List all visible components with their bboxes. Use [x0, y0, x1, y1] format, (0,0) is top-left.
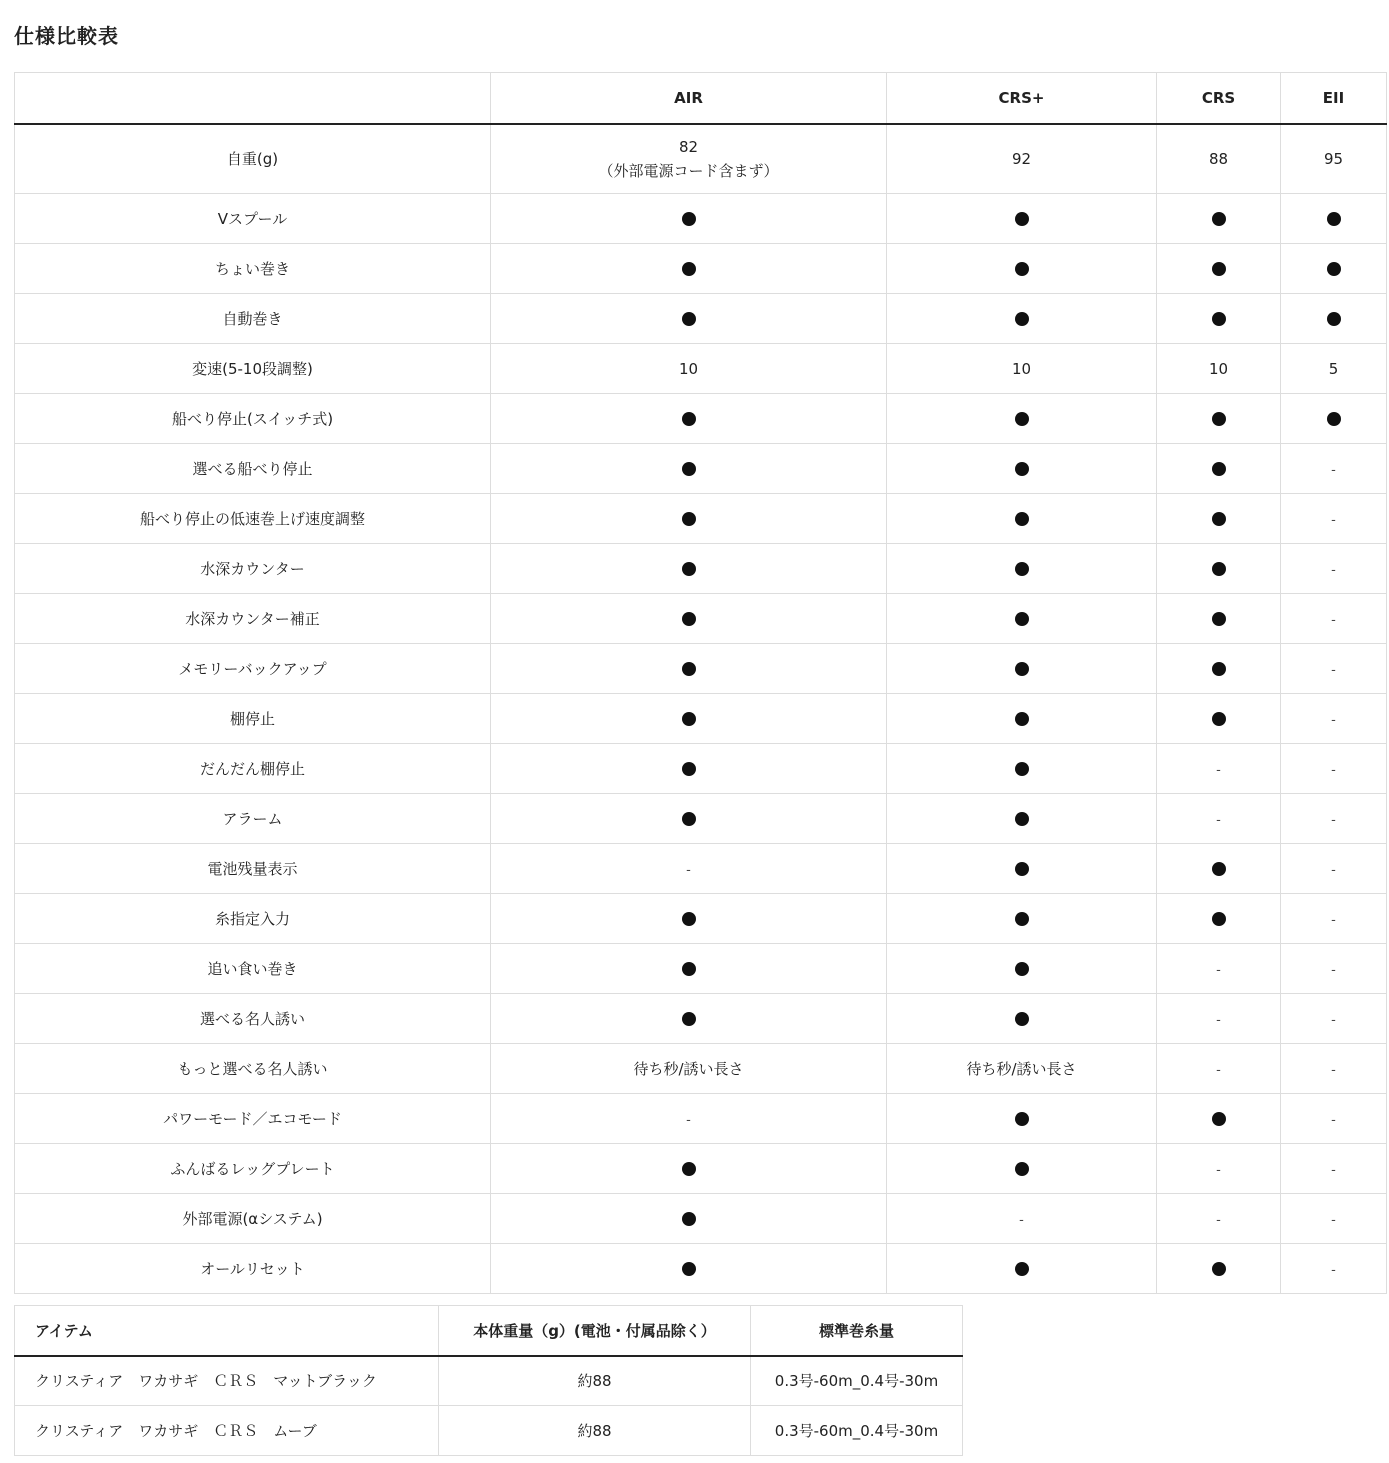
spec-cell — [887, 594, 1157, 644]
spec-cell — [1157, 344, 1281, 394]
spec-cell — [1281, 844, 1387, 894]
spec-cell — [491, 844, 887, 894]
filled-circle-icon — [1212, 312, 1226, 326]
spec-row-label: ちょい巻き — [15, 244, 491, 294]
spec-value: 95 — [1323, 149, 1344, 168]
spec-cell — [887, 994, 1157, 1044]
spec-value: 92 — [1011, 149, 1032, 168]
filled-circle-icon — [1015, 462, 1029, 476]
not-available-dash: - — [1019, 1212, 1024, 1228]
spec-row — [15, 494, 1387, 544]
spec-cell — [1281, 1094, 1387, 1144]
item-line-capacity: 0.3号-60m_0.4号-30m — [751, 1356, 963, 1406]
spec-value: 82 — [678, 137, 699, 156]
spec-row — [15, 1044, 1387, 1094]
spec-row-label: 水深カウンター — [15, 544, 491, 594]
spec-table-header — [15, 73, 1387, 124]
spec-cell — [1281, 594, 1387, 644]
header-cell-crs-plus: CRS+ — [887, 73, 1157, 124]
item-row — [15, 1356, 971, 1406]
not-available-dash: - — [1331, 612, 1336, 628]
spec-cell — [491, 344, 887, 394]
item-header-name: アイテム — [15, 1306, 439, 1356]
spec-cell — [491, 1044, 887, 1094]
spec-cell — [887, 294, 1157, 344]
spec-cell — [887, 1094, 1157, 1144]
filled-circle-icon — [1015, 862, 1029, 876]
spec-row-label: アラーム — [15, 794, 491, 844]
spec-row — [15, 844, 1387, 894]
spec-row — [15, 1094, 1387, 1144]
spec-cell — [491, 894, 887, 944]
item-table-body — [15, 1356, 971, 1456]
spec-cell — [1157, 794, 1281, 844]
filled-circle-icon — [1015, 712, 1029, 726]
filled-circle-icon — [682, 1262, 696, 1276]
spec-row — [15, 194, 1387, 244]
item-weight: 約88 — [439, 1356, 751, 1406]
not-available-dash: - — [1331, 862, 1336, 878]
not-available-dash: - — [1331, 1012, 1336, 1028]
not-available-dash: - — [1331, 1062, 1336, 1078]
not-available-dash: - — [1331, 512, 1336, 528]
not-available-dash: - — [1331, 562, 1336, 578]
spec-cell — [1157, 244, 1281, 294]
spec-row — [15, 444, 1387, 494]
filled-circle-icon — [682, 212, 696, 226]
item-header-stub — [963, 1306, 971, 1356]
spec-cell — [1281, 1044, 1387, 1094]
filled-circle-icon — [1212, 712, 1226, 726]
spec-row — [15, 1244, 1387, 1294]
item-row-stub — [963, 1406, 971, 1456]
spec-cell — [491, 1244, 887, 1294]
spec-value: 10 — [1208, 359, 1229, 378]
filled-circle-icon — [1015, 612, 1029, 626]
spec-cell — [1281, 394, 1387, 444]
spec-cell — [887, 494, 1157, 544]
spec-cell — [1281, 994, 1387, 1044]
spec-cell — [1281, 744, 1387, 794]
filled-circle-icon — [1212, 562, 1226, 576]
spec-cell — [1157, 994, 1281, 1044]
spec-row — [15, 344, 1387, 394]
spec-cell — [491, 694, 887, 744]
header-cell-feature — [15, 73, 491, 124]
spec-cell — [1157, 1244, 1281, 1294]
item-header-weight: 本体重量（g）(電池・付属品除く） — [439, 1306, 751, 1356]
not-available-dash: - — [1216, 1212, 1221, 1228]
spec-row — [15, 124, 1387, 194]
not-available-dash: - — [1331, 1262, 1336, 1278]
spec-row — [15, 644, 1387, 694]
filled-circle-icon — [1015, 762, 1029, 776]
spec-comparison-table — [14, 72, 1387, 1294]
filled-circle-icon — [682, 612, 696, 626]
spec-row-label: Vスプール — [15, 194, 491, 244]
spec-row-label: 変速(5-10段調整) — [15, 344, 491, 394]
filled-circle-icon — [1015, 412, 1029, 426]
not-available-dash: - — [1331, 1212, 1336, 1228]
spec-row — [15, 894, 1387, 944]
spec-value-note: （外部電源コード含まず） — [598, 161, 779, 180]
not-available-dash: - — [1331, 712, 1336, 728]
spec-value: 待ち秒/誘い長さ — [633, 1060, 744, 1078]
header-cell-eii: EII — [1281, 73, 1387, 124]
not-available-dash: - — [1216, 962, 1221, 978]
filled-circle-icon — [1212, 412, 1226, 426]
spec-header-row — [15, 73, 1387, 124]
not-available-dash: - — [1331, 762, 1336, 778]
filled-circle-icon — [1327, 412, 1341, 426]
spec-cell — [887, 344, 1157, 394]
page-title: 仕様比較表 — [14, 24, 119, 48]
spec-cell — [1157, 544, 1281, 594]
filled-circle-icon — [682, 512, 696, 526]
spec-cell — [1157, 1194, 1281, 1244]
spec-cell — [1157, 444, 1281, 494]
spec-row — [15, 694, 1387, 744]
spec-row-label: だんだん棚停止 — [15, 744, 491, 794]
spec-row-label: メモリーバックアップ — [15, 644, 491, 694]
spec-row-label: 電池残量表示 — [15, 844, 491, 894]
filled-circle-icon — [682, 1162, 696, 1176]
filled-circle-icon — [682, 912, 696, 926]
spec-cell — [491, 194, 887, 244]
header-cell-air: AIR — [491, 73, 887, 124]
spec-cell — [1157, 944, 1281, 994]
spec-cell — [491, 444, 887, 494]
spec-cell — [1281, 244, 1387, 294]
filled-circle-icon — [1015, 562, 1029, 576]
spec-cell — [887, 1244, 1157, 1294]
spec-cell — [1281, 1194, 1387, 1244]
spec-value: 5 — [1328, 359, 1339, 378]
spec-row — [15, 744, 1387, 794]
spec-cell — [1281, 194, 1387, 244]
spec-cell — [887, 944, 1157, 994]
filled-circle-icon — [682, 312, 696, 326]
spec-cell — [491, 1144, 887, 1194]
spec-cell — [887, 1144, 1157, 1194]
spec-cell — [1157, 394, 1281, 444]
spec-cell — [1157, 194, 1281, 244]
spec-cell — [887, 844, 1157, 894]
item-row-stub — [963, 1356, 971, 1406]
filled-circle-icon — [682, 562, 696, 576]
spec-cell — [1281, 294, 1387, 344]
spec-cell — [887, 1044, 1157, 1094]
filled-circle-icon — [1015, 512, 1029, 526]
spec-row-label: 選べる船べり停止 — [15, 444, 491, 494]
filled-circle-icon — [1327, 312, 1341, 326]
spec-cell — [887, 1194, 1157, 1244]
not-available-dash: - — [1216, 812, 1221, 828]
filled-circle-icon — [682, 1012, 696, 1026]
not-available-dash: - — [686, 1112, 691, 1128]
spec-row-label: パワーモード／エコモード — [15, 1094, 491, 1144]
spec-cell — [491, 1094, 887, 1144]
spec-cell — [1157, 124, 1281, 194]
filled-circle-icon — [1327, 262, 1341, 276]
spec-table-body — [15, 124, 1387, 1294]
spec-row — [15, 1144, 1387, 1194]
spec-row-label: オールリセット — [15, 1244, 491, 1294]
filled-circle-icon — [1015, 212, 1029, 226]
not-available-dash: - — [1216, 1162, 1221, 1178]
spec-cell — [1281, 694, 1387, 744]
filled-circle-icon — [1015, 912, 1029, 926]
spec-cell — [491, 394, 887, 444]
filled-circle-icon — [1015, 312, 1029, 326]
spec-cell — [1281, 444, 1387, 494]
spec-row-label: 自動巻き — [15, 294, 491, 344]
not-available-dash: - — [1331, 662, 1336, 678]
item-table — [14, 1305, 971, 1456]
spec-cell — [491, 244, 887, 294]
filled-circle-icon — [1015, 1012, 1029, 1026]
filled-circle-icon — [682, 962, 696, 976]
spec-cell — [491, 644, 887, 694]
filled-circle-icon — [1212, 1112, 1226, 1126]
item-name: クリスティア ワカサギ ＣＲＳ ムーブ — [15, 1406, 439, 1456]
spec-cell — [887, 644, 1157, 694]
spec-cell — [1157, 1044, 1281, 1094]
item-name: クリスティア ワカサギ ＣＲＳ マットブラック — [15, 1356, 439, 1406]
spec-cell — [1157, 594, 1281, 644]
not-available-dash: - — [1331, 462, 1336, 478]
spec-cell — [887, 894, 1157, 944]
spec-cell — [887, 694, 1157, 744]
spec-row — [15, 394, 1387, 444]
spec-cell — [491, 1194, 887, 1244]
spec-cell — [491, 494, 887, 544]
not-available-dash: - — [1331, 1162, 1336, 1178]
not-available-dash: - — [1331, 1112, 1336, 1128]
not-available-dash: - — [1331, 812, 1336, 828]
spec-row — [15, 244, 1387, 294]
filled-circle-icon — [1015, 1262, 1029, 1276]
spec-value: 10 — [678, 359, 699, 378]
spec-row-label: 追い食い巻き — [15, 944, 491, 994]
spec-cell — [1281, 494, 1387, 544]
filled-circle-icon — [1212, 212, 1226, 226]
spec-row — [15, 544, 1387, 594]
spec-cell — [887, 544, 1157, 594]
spec-cell — [1281, 124, 1387, 194]
item-header-row — [15, 1306, 971, 1356]
filled-circle-icon — [1212, 1262, 1226, 1276]
spec-row — [15, 294, 1387, 344]
spec-cell — [491, 794, 887, 844]
spec-cell — [491, 994, 887, 1044]
not-available-dash: - — [1216, 762, 1221, 778]
spec-cell — [1157, 494, 1281, 544]
filled-circle-icon — [1212, 262, 1226, 276]
filled-circle-icon — [1212, 612, 1226, 626]
item-row — [15, 1406, 971, 1456]
spec-cell — [1281, 1144, 1387, 1194]
spec-cell — [887, 744, 1157, 794]
filled-circle-icon — [1015, 1112, 1029, 1126]
spec-row-label: 選べる名人誘い — [15, 994, 491, 1044]
filled-circle-icon — [682, 262, 696, 276]
spec-cell — [1157, 744, 1281, 794]
spec-cell — [887, 194, 1157, 244]
spec-row-label: 船べり停止(スイッチ式) — [15, 394, 491, 444]
spec-row-label: 外部電源(αシステム) — [15, 1194, 491, 1244]
item-line-capacity: 0.3号-60m_0.4号-30m — [751, 1406, 963, 1456]
item-weight: 約88 — [439, 1406, 751, 1456]
spec-cell — [1157, 1094, 1281, 1144]
spec-cell — [1281, 1244, 1387, 1294]
spec-cell — [491, 294, 887, 344]
spec-cell — [1281, 544, 1387, 594]
spec-cell — [887, 394, 1157, 444]
filled-circle-icon — [682, 712, 696, 726]
not-available-dash: - — [1216, 1012, 1221, 1028]
spec-row-label: 船べり停止の低速巻上げ速度調整 — [15, 494, 491, 544]
spec-cell — [1157, 694, 1281, 744]
spec-cell — [887, 444, 1157, 494]
spec-row — [15, 994, 1387, 1044]
filled-circle-icon — [1015, 1162, 1029, 1176]
filled-circle-icon — [1212, 862, 1226, 876]
filled-circle-icon — [1212, 462, 1226, 476]
spec-cell — [887, 794, 1157, 844]
filled-circle-icon — [1015, 812, 1029, 826]
filled-circle-icon — [1015, 262, 1029, 276]
filled-circle-icon — [1015, 662, 1029, 676]
header-cell-crs: CRS — [1157, 73, 1281, 124]
item-header-line-capacity: 標準巻糸量 — [751, 1306, 963, 1356]
filled-circle-icon — [682, 412, 696, 426]
spec-cell — [1281, 894, 1387, 944]
filled-circle-icon — [682, 662, 696, 676]
filled-circle-icon — [1327, 212, 1341, 226]
spec-value: 88 — [1208, 149, 1229, 168]
filled-circle-icon — [682, 1212, 696, 1226]
spec-cell — [887, 244, 1157, 294]
spec-cell — [491, 594, 887, 644]
spec-row — [15, 794, 1387, 844]
filled-circle-icon — [1212, 512, 1226, 526]
spec-cell — [491, 544, 887, 594]
spec-cell — [1157, 1144, 1281, 1194]
filled-circle-icon — [682, 462, 696, 476]
spec-row — [15, 594, 1387, 644]
spec-cell — [1281, 794, 1387, 844]
spec-cell — [1281, 944, 1387, 994]
filled-circle-icon — [682, 812, 696, 826]
spec-cell — [1157, 644, 1281, 694]
spec-cell — [491, 744, 887, 794]
filled-circle-icon — [1015, 962, 1029, 976]
spec-cell — [1157, 294, 1281, 344]
spec-row-label: 自重(g) — [15, 124, 491, 194]
filled-circle-icon — [1212, 662, 1226, 676]
spec-value: 10 — [1011, 359, 1032, 378]
not-available-dash: - — [686, 862, 691, 878]
spec-cell — [887, 124, 1157, 194]
spec-cell — [1281, 344, 1387, 394]
not-available-dash: - — [1331, 962, 1336, 978]
item-table-header — [15, 1306, 971, 1356]
spec-cell — [1157, 894, 1281, 944]
spec-value: 待ち秒/誘い長さ — [966, 1060, 1077, 1078]
filled-circle-icon — [682, 762, 696, 776]
spec-row — [15, 944, 1387, 994]
spec-cell — [1281, 644, 1387, 694]
filled-circle-icon — [1212, 912, 1226, 926]
spec-cell — [491, 124, 887, 194]
spec-row-label: 糸指定入力 — [15, 894, 491, 944]
spec-cell — [1157, 844, 1281, 894]
spec-row-label: ふんばるレッグプレート — [15, 1144, 491, 1194]
not-available-dash: - — [1331, 912, 1336, 928]
not-available-dash: - — [1216, 1062, 1221, 1078]
spec-cell — [491, 944, 887, 994]
spec-row-label: もっと選べる名人誘い — [15, 1044, 491, 1094]
spec-row-label: 水深カウンター補正 — [15, 594, 491, 644]
spec-row-label: 棚停止 — [15, 694, 491, 744]
spec-row — [15, 1194, 1387, 1244]
